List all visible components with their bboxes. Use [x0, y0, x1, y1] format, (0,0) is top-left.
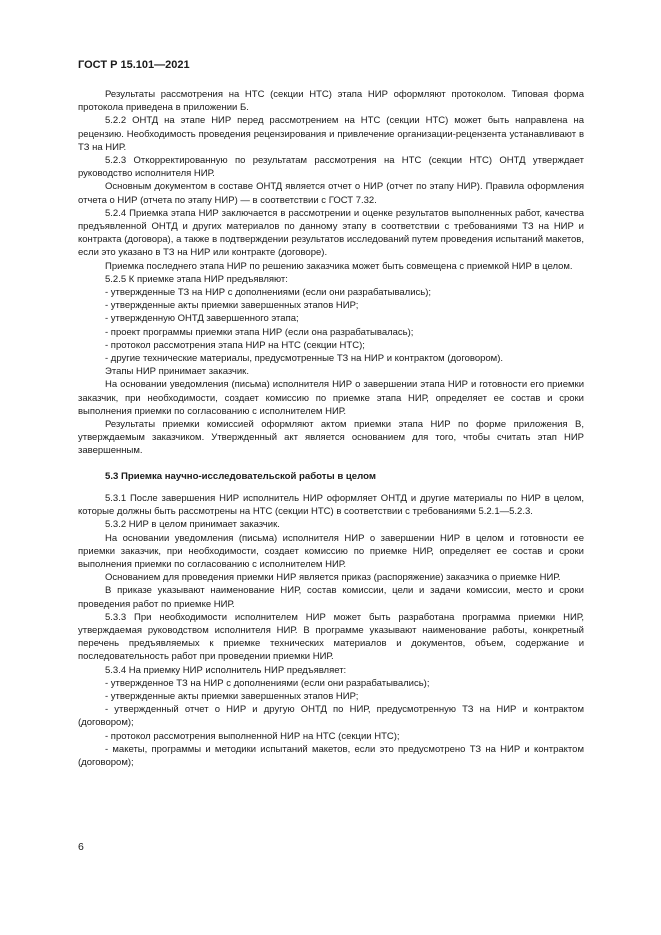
document-body [78, 88, 584, 769]
list-item: - протокол рассмотрения этапа НИР на НТС (секции НТС); [105, 339, 365, 351]
paragraph: 5.2.5 К приемке этапа НИР предъявляют: [105, 273, 288, 285]
paragraph: 5.3.1 После завершения НИР исполнитель НИР оформляет ОНТД и другие материалы по НИР в целом, которые должны быть рассмотрены на НТС (секции НТС) в соответствии с требованиями 5.2.1—5.2.3. [78, 492, 584, 518]
paragraph: Приемка последнего этапа НИР по решению заказчика может быть совмещена с приемкой НИР в целом. [105, 260, 573, 272]
paragraph: Результаты рассмотрения на НТС (секции НТС) этапа НИР оформляют протоколом. Типовая форма протокола приведена в приложении Б. [78, 89, 584, 114]
paragraph: На основании уведомления (письма) исполнителя НИР о завершении НИР в целом и готовности ее приемки заказчик, при необходимости, создает комиссию по приемке НИР, определяет ее состав и сроки выполнения приемки по согласованию с исполнителем НИР. [78, 532, 584, 570]
paragraph: На основании уведомления (письма) исполнителя НИР о завершении этапа НИР и готовности его приемки заказчик, при необходимости, создает комиссию по приемке этапа НИР, определяет ее состав и сроки выполнения приемки по согласованию с исполнителем НИР. [78, 379, 584, 417]
list-item: - протокол рассмотрения выполненной НИР на НТС (секции НТС); [105, 730, 400, 742]
list-item: - утвержденное ТЗ на НИР с дополнениями (если они разрабатывались); [105, 677, 430, 689]
list-item: - утвержденную ОНТД завершенного этапа; [105, 313, 299, 325]
paragraph: 5.3.3 При необходимости исполнителем НИР может быть разработана программа приемки НИР, утверждаемая руководством исполнителя НИР. В программе указывают наименование работы, конкретный перечень предъявляемых к приемке технических материалов и документов, объем, содержание и последовательность работ при проведении приемки НИР. [78, 611, 584, 663]
paragraph: 5.3.4 На приемку НИР исполнитель НИР предъявляет: [105, 664, 347, 676]
page-number: 6 [78, 841, 84, 853]
list-item: - утвержденные акты приемки завершенных этапов НИР; [105, 690, 359, 702]
paragraph: Результаты приемки комиссией оформляют актом приемки этапа НИР по форме приложения В, утверждаемым заказчиком. Утвержденный акт является основанием для того, чтобы считать этап НИР завершенным. [78, 419, 584, 457]
paragraph: 5.2.4 Приемка этапа НИР заключается в рассмотрении и оценке результатов выполненных работ, качества предъявленной ОНТД и других материалов по данному этапу в соответствии с требованиями ТЗ на НИР и контракта (договора), а также в подтверждении результатов исследований путем проведения испытаний макетов, если это указано в ТЗ на НИР или контракте (договоре). [78, 207, 584, 259]
document-header: ГОСТ Р 15.101—2021 [78, 59, 190, 71]
paragraph: Основным документом в составе ОНТД является отчет о НИР (отчет по этапу НИР). Правила оформления отчета о НИР (отчета по этапу НИР) — в соответствии с ГОСТ 7.32. [78, 181, 584, 206]
list-item: - утвержденные ТЗ на НИР с дополнениями (если они разрабатывались); [105, 287, 432, 299]
paragraph: В приказе указывают наименование НИР, состав комиссии, цели и задачи комиссии, место и сроки проведения работ по приемке НИР. [78, 585, 584, 610]
section-heading: 5.3 Приемка научно-исследовательской работы в целом [105, 470, 376, 482]
paragraph: 5.2.2 ОНТД на этапе НИР перед рассмотрением на НТС (секции НТС) может быть направлена на рецензию. Необходимость проведения рецензирования и привлечение организации-рецензента устанавливают в ТЗ на НИР. [78, 115, 584, 153]
list-item: - утвержденные акты приемки завершенных этапов НИР; [105, 300, 359, 312]
list-item: - утвержденный отчет о НИР и другую ОНТД по НИР, предусмотренную ТЗ на НИР и контрактом (договором); [78, 704, 584, 729]
list-item: - другие технические материалы, предусмотренные ТЗ на НИР и контрактом (договором). [105, 353, 504, 365]
paragraph: 5.2.3 Откорректированную по результатам рассмотрения на НТС (секции НТС) ОНТД утверждает руководство исполнителя НИР. [78, 155, 584, 180]
list-item: - проект программы приемки этапа НИР (если она разрабатывалась); [105, 326, 414, 338]
paragraph: Основанием для проведения приемки НИР является приказ (распоряжение) заказчика о приемке НИР. [105, 572, 561, 584]
paragraph: 5.3.2 НИР в целом принимает заказчик. [105, 519, 280, 531]
list-item: - макеты, программы и методики испытаний макетов, если это предусмотрено ТЗ на НИР и контрактом (договором); [78, 743, 584, 768]
paragraph: Этапы НИР принимает заказчик. [105, 366, 249, 378]
